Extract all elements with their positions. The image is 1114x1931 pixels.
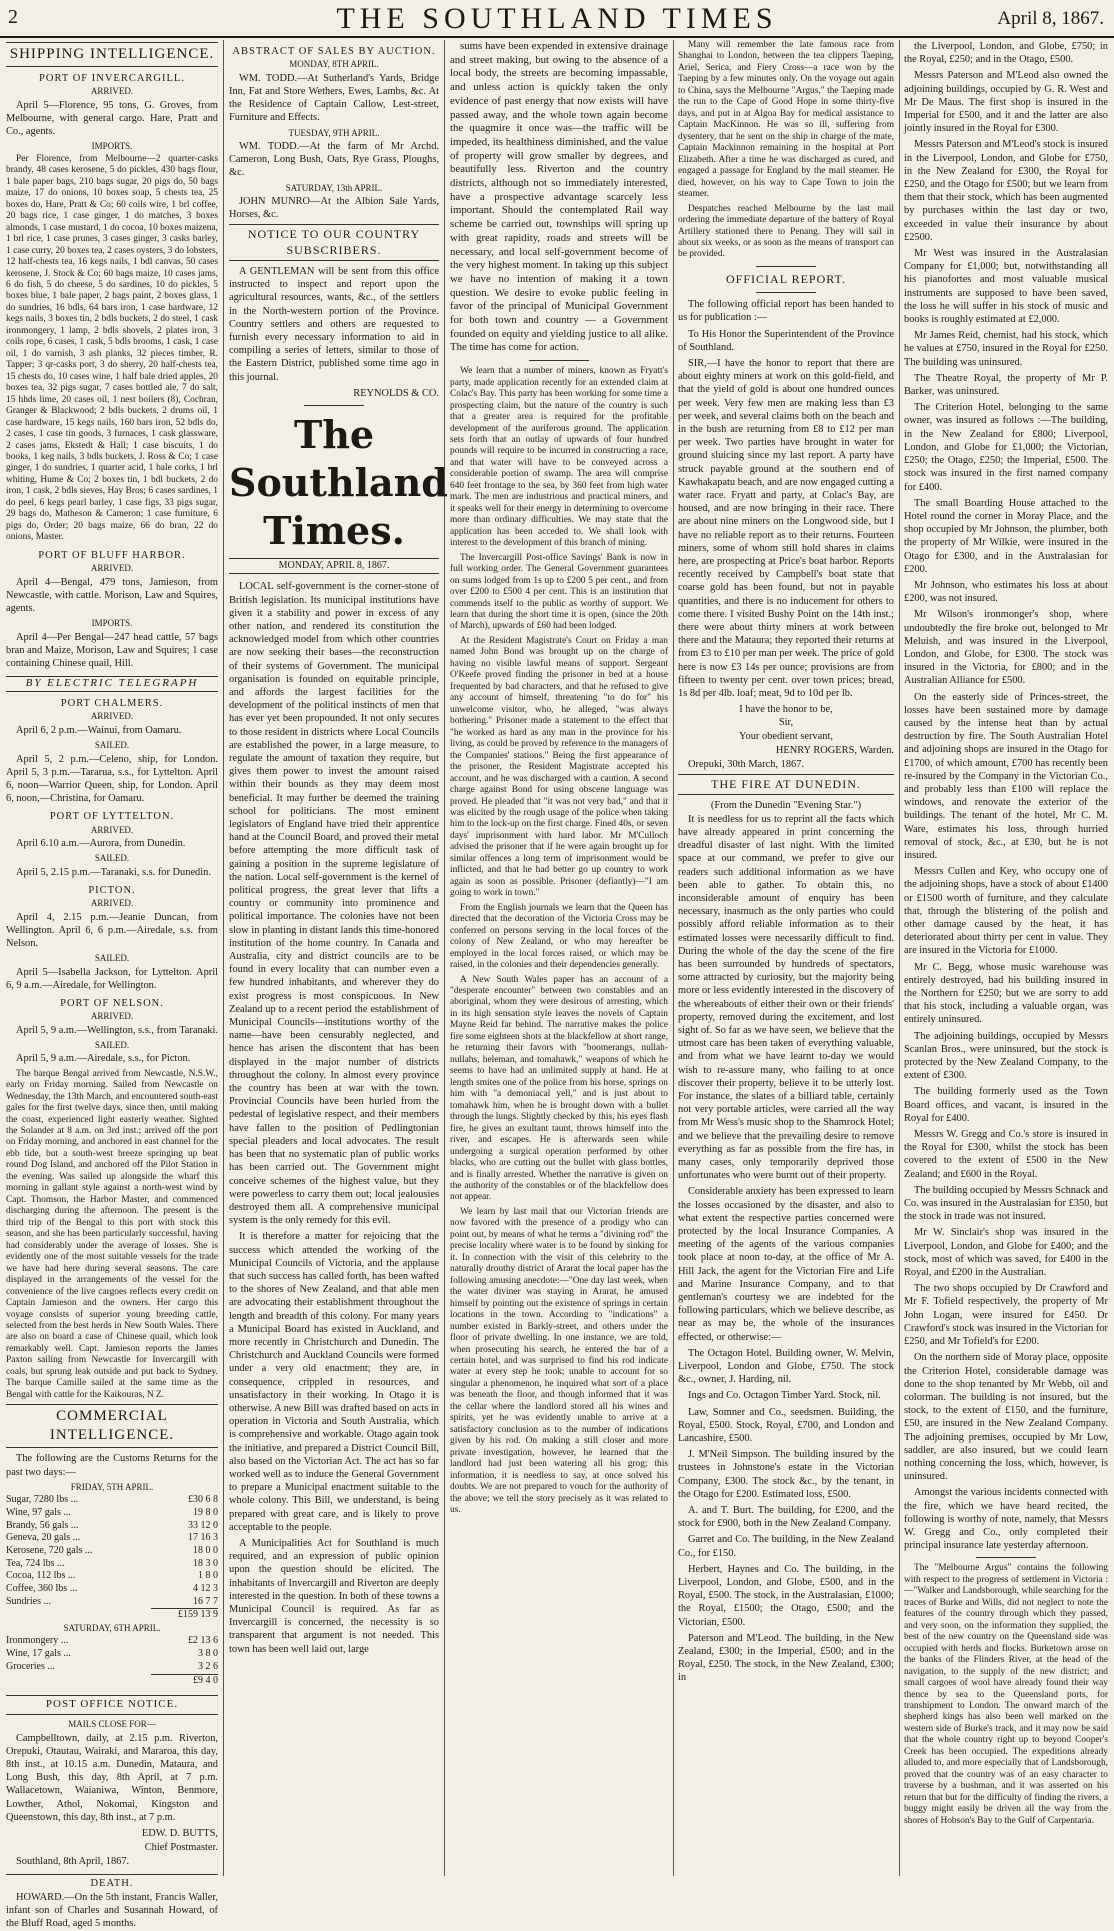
table-row	[6, 1648, 218, 1661]
fire-paragraph: The two shops occupied by Dr Crawford and Mr F. Tofield respectively, the property of Mr John Logan, were insured for £450. Dr Crawford's stock was insured in the Victorian for £250, and Mr Tofield's for £200.	[904, 1283, 1108, 1348]
news-item: At the Resident Magistrate's Court on Friday a man named John Bond was brought up on the charge of having no visible lawful means of support. Sergeant O'Keefe proved finding the prisoner in bed at a house frequented by bad characters, and that he refused to give any account of himself, threatening "to do for" his unwelcome visitor, who, he alleged, "was always bothering." Prisoner made a statement to the effect that "he worked as hard as any man in the province for his living, as could be proved by reference to the managers of the Companies' stations." Being the first appearance of the prisoner, the Resident Magistrate accepted his account, and he was discharged with a caution. A second charge against Bond for using obscene language was proved. He pleaded that "it was not very bad," and that it was elicited by the rough usage of the police when taking him to the lock-up on the first charge. Fined 40s, or seven days' imprisonment with hard labor. Mr M'Culloch advised the prisoner that if he were again brought up for similar offences a long term of imprisonment would be inflicted, and that he had better go up country to work again as soon as possible. Prisoner (defiantly)—"I am going to work in town."	[450, 635, 668, 899]
fire-paragraph: Herbert, Haynes and Co. The building, in the Liverpool, London, and Globe, £500, and in the Royal, £500. The stock, in the Australasian, £1000; the Royal, £1500; the Otago, £500; and the Victorian, £500.	[678, 1563, 894, 1628]
column-rule	[223, 40, 224, 1876]
editorial-paragraph: A Municipalities Act for Southland is much required, and an expression of public opinion upon the question should be elicited. The inhabitants of Invercargill and Riverton are deeply interested in the question. In both of these towns a Municipal Council is required. As far as Invercargill is concerned, the necessity is so transparent that argument is not needed. This town has been well laid out, large	[229, 1537, 439, 1655]
item-cell: Groceries ...	[6, 1661, 55, 1673]
shipping-heading: SHIPPING INTELLIGENCE.	[6, 42, 218, 67]
item-cell: Sugar, 7280 lbs ...	[6, 1494, 79, 1506]
official-signature: HENRY ROGERS, Warden.	[775, 744, 894, 756]
column-3	[450, 40, 668, 1876]
fire-heading: THE FIRE AT DUNEDIN.	[678, 774, 894, 795]
fire-paragraph: The small Boarding House attached to the Hotel round the corner in Moray Place, and the shop occupied by Mr Johnson, the plumber, both the property of Mr Wilkie, were insured in the Otago for £300, and in the Australasian for £200.	[904, 497, 1108, 575]
post-office-text: Campbelltown, daily, at 2.15 p.m. Riverton, Orepuki, Otautau, Wairaki, and Mararoa, this day, 8th inst., at 10.15 a.m. Dunedin, Mataura, and Long Bush, this day, 8th April, at 7 p.m. Wallacetown, Waianiwa, Winton, Benmore, Lowther, Athol, Nokomai, Kingston and Queenstown, this day, 8th inst., at 7 p.m.	[6, 1732, 218, 1823]
news-item: A New South Wales paper has an account of a "desperate encounter" between two constables and an aboriginal, whom they were desirous of arresting, which in its high sensation style leaves the novels of Captain Mayne Reid far behind. The narrative makes the police fire some eighteen shots at the blackfellow at short range, he returning their favors with "boomerangs, nullah-nullahs, heleman, and tomahawk," weapons of which he seems to have had an unlimited supply at hand. He at length smites one of the police from his horse, springs on him with "a demoniacal yell," and is just about to tomahawk him, when he is brought down with a bullet through the lungs. Slightly checked by this, his eyes flash fire, he gives an exultant taunt, throws himself into the river, and escapes. He is afterwards seen while undergoing a surgical operation performed by other blacks, who are cutting out the bullet with glass bottles, and is finally arrested. Whether the narrative is given on the authority of the constables or of the blackfellow does not appear.	[450, 974, 668, 1203]
port-chalmers-heading: PORT CHALMERS.	[60, 698, 164, 710]
arrived-label: ARRIVED.	[90, 1011, 134, 1022]
arrivals-text: April 6, 2 p.m.—Wainui, from Oamaru.	[16, 724, 182, 736]
auction-heading: ABSTRACT OF SALES BY AUCTION.	[232, 46, 436, 57]
imports-text: Per Florence, from Melbourne—2 quarter-casks brandy, 48 cases kerosene, 5 do pickles, 430 bags flour, 1 bale paper bags, 210 bags sugar, 20 pigs do, 50 bags maize, 17 do onions, 10 boxes soap, 5 chests tea, 25 boxes do, Hare, Pratt & Co; 60 coils wire, 1 brl coffee, 20 bags rice, 1 case ginger, 1 do matches, 3 boxes almonds, 1 case mustard, 1 do cocoa, 10 boxes maizena, 1 brl rice, 1 case prunes, 3 cases ginger, 3 casks barley, 1 case curry, 20 boxes tea, 2 cases oysters, 3 do lobsters, 12 half-chests tea, 16 kegs nails, 1 bdl canvas, 50 cases kerosene, J. Stock & Co; 60 bags maize, 10 cases jams, 6 do fish, 5 do cheese, 5 do sardines, 10 do pickles, 5 boxes blue, 1 bale paper, 2 bags paint, 2 boxes glass, 1 do sundries, 16 bdls, 64 bars iron, 1 case hardware, 12 kegs nails, 3 boxes tin, 2 bdls buckets, 2 do steel, 1 cask ironmongery, 1 lamp, 2 bdls shovels, 2 plates iron, 3 coils rope, 6 cases, 1 cask, 5 bdls brooms, 1 cask, 1 case oil, 1 do varnish, 3 ash planks, 32 pieces timber, R. Tapper; 3 qr-casks port, 3 do sherry, 20 half-chests tea, 15 chests do, 10 cases wine, 1 half bale dried apples, 20 boxes tea, 32 pigs sugar, 7 cases bottled ale, 7 do salt, 15 hhds lime, 20 cases oil, 1 nest boilers (8), Cochran, Granger & Blackwood; 2 bdls buckets, 2 drums oil, 1 case hardware, 15 kegs nails, 160 bars iron, 52 bdls do, 2 cases, 1 case tin goods, 3 furnaces, 1 cask glassware, 2 cases jams, Ekstedt & Hall; 1 case biscuits, 1 do books, 1 keg nails, 3 bdls buckets, J. Ross & Co; 1 case ginger, 1 do sundries, 1 quarter acid, 1 bale corks, 1 brl whiting, Hume & Co; 2 boxes tin, 1 bdl buckets, 2 do iron, 1 cask, 2 bdls sieves, Hay Bros; 6 cases sardines, 1 do peel, 6 kegs pearl barley, 1 case figs, 33 pigs sugar, 29 bags do, Matheson & Cameron; 1 case furniture, 6 pigs do, Order; 20 bags maize, 66 do bran, 22 do onions, Master.	[6, 153, 218, 543]
port-invercargill-heading: PORT OF INVERCARGILL.	[39, 73, 185, 85]
fire-paragraph: The building formerly used as the Town Board offices, and vacant, is insured in the Royal for £400.	[904, 1086, 1108, 1124]
table-row	[6, 1545, 218, 1558]
column-4	[678, 40, 894, 1876]
fire-paragraph: J. M'Neil Simpson. The building insured by the trustees in Johnstone's estate in the Victorian Company, £300. The stock &c., by the tenant, in the Otago for £200. Estimated loss, £500.	[678, 1449, 894, 1500]
sailed-label: SAILED.	[94, 740, 130, 751]
amount-cell: 18 3 0	[193, 1557, 218, 1569]
table-row	[6, 1635, 218, 1648]
divider	[529, 360, 589, 361]
fire-paragraph: Messrs Paterson and M'Leod also owned the adjoining buildings, occupied by G. R. West and Mr De Maus. The first shop is insured in the Imperial for £500, and it and the latter are also jointly insured in the Royal for £300.	[904, 70, 1108, 135]
news-item: Many will remember the late famous race from Shanghai to London, between the tea clippers Taeping, Ariel, Serica, and Fiery Cross—a race won by the Taeping by a few minutes only. On the voyage out again to China, says the Melbourne "Argus," the Taeping made the run to the Cape of Good Hope in some thirty-five days, and put in at Algoa Bay for medical assistance to Captain MacKinnon. He was so ill, suffering from dysentery, that he sent on the ship in charge of the mate, Captain Mackinnon remaining in the hospital at Port Elizabeth. After a time he was discharged as cured, and engaged a passage for England by the mail steamer. He died, however, on his way to Cape Town to join the steamer.	[678, 40, 894, 200]
fire-paragraph: It is needless for us to reprint all the facts which have already appeared in print concerning the dreadful disaster of last night. With the limited space at our command, we prefer to give our readers such additional information as we have been able to gather. To obtain this, no inconsiderable amount of enquiry has been necessary, inasmuch as the only parties who could possibly afford reliable information as to their estimated losses were necessarily difficult to find. During the whole of the day the scene of the fire has been surrounded by hundreds of spectators, some attracted by curiosity, but the majority being more or less evidently interested in the discovery of the whereabouts of either their own or their friends' property, removed during the excitement, and lost sight of. So far as we have seen, we believe that the utmost care has been taken of everything valuable, and from what we have learnt to-day we would wish to re-assure many, who failing to at once discover their property, believe it to be utterly lost. For instance, the slates of a billiard table, certainly not very portable articles, were carried all the way from Mr Wess's music shop to the Shamrock Hotel; and we believe that the prevailing desire to remove everything as far as possible from the fire has, in many cases, only temporarily deprived those unfortunates who were burnt out of their property.	[678, 813, 894, 1182]
total-cell: £9 4 0	[151, 1674, 218, 1687]
telegraph-heading: BY ELECTRIC TELEGRAPH	[6, 676, 218, 692]
official-addressee: To His Honor the Superintendent of the Province of Southland.	[678, 328, 894, 353]
item-cell: Tea, 724 lbs ...	[6, 1557, 65, 1569]
post-office-date: Southland, 8th April, 1867.	[16, 1856, 130, 1868]
column-1	[6, 40, 218, 1930]
fire-paragraph: Messrs Cullen and Key, who occupy one of the adjoining shops, have a stock of about £1400 or £1500 worth of furniture, and they calculate that, through the blistering of the polish and other damage caused by the heat, it has deteriorated about thirty per cent in value. They are insured in the Victoria for £1000.	[904, 866, 1108, 957]
fire-paragraph: Mr James Reid, chemist, had his stock, which he values at £750, insured in the Royal for £250. The building was uninsured.	[904, 330, 1108, 368]
divider	[976, 1557, 1036, 1558]
column-rule	[899, 40, 900, 1876]
sailings-text: April 5, 2 p.m.—Celeno, ship, for London. April 5, 3 p.m.—Tararua, s.s., for Lyttelton. April 6, noon—Warrior Queen, ship, for London. April 6, noon,—Christina, for Oamaru.	[6, 753, 218, 805]
sailings-text: April 5, 9 a.m.—Airedale, s.s., for Picton.	[16, 1053, 191, 1065]
fire-paragraph: The Criterion Hotel, belonging to the same owner, was insured as follows :—The building, in the New Zealand for £800; Liverpool, London, and Globe for £1,000; the Victorian, £250; the Otago, £250; the Imperial, £500. The stock was insured in the first named company for £400.	[904, 402, 1108, 493]
editorial-continued: sums have been expended in extensive drainage and street making, but owing to the absence of a local body, the streets are becoming impassable, and unless action is quickly taken the only evidence of past energy that now exists will have passed away, and the whole town again become the quagmire it once was—the traffic will be impeded, its healthiness diminished, and the value of property will grow smaller by degrees, and beautifully less. Riverton and the country districts, although not so immediately interested, have a prospective advantage scarcely less important. Should the contemplated Rail way scheme be carried out, townships will spring up with great rapidity, roads and streets will be necessary, and local self-government become of the very highest moment. In taking up this subject we have no intention of making it a town question. We desire to evoke public feeling in favor of the principal of Municipal Government for both town and country — a Government founded on equity and yielding justice to all alike. The time has come for action.	[450, 40, 668, 354]
page-header	[0, 0, 1114, 38]
arrivals-text: April 6.10 a.m.—Aurora, from Dunedin.	[16, 838, 186, 850]
commercial-heading: COMMERCIAL INTELLIGENCE.	[6, 1404, 218, 1448]
fire-paragraph: The Theatre Royal, the property of Mr P. Barker, was uninsured.	[904, 372, 1108, 398]
total-row	[6, 1674, 218, 1687]
arrived-label: ARRIVED.	[90, 898, 134, 909]
postmaster-title: Chief Postmaster.	[144, 1842, 218, 1854]
news-item: Despatches reached Melbourne by the last mail ordering the immediate departure of the battery of Royal Artillery stationed there to Penang. They will sail in about six weeks, or as soon as the means of transport can be provided.	[678, 203, 894, 260]
fire-paragraph: Ings and Co. Octagon Timber Yard. Stock, nil.	[688, 1390, 881, 1402]
table-row	[6, 1507, 218, 1520]
item-cell: Brandy, 56 gals ...	[6, 1519, 79, 1531]
fire-paragraph: Mr West was insured in the Australasian Company for £1,000; but, notwithstanding all his pianofortes and most valuable musical instruments are supposed to have been saved, the loss he will suffer in his stock of music and books is roughly estimated at £2,000.	[904, 248, 1108, 326]
column-rule	[444, 40, 445, 1876]
table-row	[6, 1661, 218, 1674]
news-item: We learn that a number of miners, known as Fryatt's party, made application recently for an extended claim at Colac's Bay. This party has been working for some time a prospecting claim, but the nature of the country is such that a greater area is required for the profitable development of the auriferous ground. The application sets forth that an outlay of upwards of four hundred pounds will require to be incurred in constructing a race, and that water will have to be conveyed across a considerable portion of swamp. The area will comprise 640 feet frontage to the sea, by 360 feet from high water mark. The men are industrious and practical miners, and it speaks well for their energy in determining to overcome more than ordinary difficulties. We may state that the application has been acceded to. We shall look with interest to the development of this branch of mining.	[450, 366, 668, 549]
friday-customs-table	[6, 1494, 218, 1622]
news-item: From the English journals we learn that the Queen has directed that the decoration of the Victoria Cross may be conferred on persons serving in the local forces of the colony of New Zealand, or who may hereafter be employed in the local forces raised, or which may be raised, in the colonies and their dependencies generally.	[450, 902, 668, 971]
official-date: Orepuki, 30th March, 1867.	[688, 759, 805, 771]
amount-cell: 3 8 0	[198, 1648, 218, 1660]
imports-label: IMPORTS.	[91, 618, 133, 629]
fire-paragraph: A. and T. Burt. The building, for £200, and the stock for £900, both in the New Zealand Company.	[678, 1505, 894, 1530]
editorial-paragraph: LOCAL self-government is the corner-stone of British legislation. Its municipal institutions have given it a stability and power in excess of any other nation, and rendered its constitution the acknowledged model from which other countries are now seeking their bases—the reconstruction of their systems of Government. The municipal organisation is founded on equitable principle, and affords the largest facilities for the development of the political instincts of men that has ever yet been propounded. It not only secures to those resident in districts where Local Councils are established the power, in a large measure, to regulate the amount of taxation they require, but gives them power to invest the amount raised within their bounds as they may deem most beneficial. It may further be deemed the training school for politicians. The most eminent legislators of England have tried their apprentice hand at the Council Board, and proved their metal before attempting the more difficult task of gaining a position in the supreme legislature of the nation. Local self-government is the kernel of political progress, the great lever that lifts a country or community into prominence and political importance. The colonies have not been slow in planting in distant lands this time-honored institution of the home country. In Canada and Australia, city and district councils are to be found in every locality that can number even a few hundred inhabitants, and wherever they do exist progress is most conspicuous. In New Zealand up to a recent period the establishment of Municipal Councils—institutions worthy of the name—have been censurably neglected, and hence has arisen the discontent that has been displayed in the major number of districts throughout the colony. In almost every province the country has been at war with the town. Provincial Councils have been hurled from the pedestal of legislative respect, and their members have fallen to the position of Pedlingtonian special pleaders and local advocates. The result has been that no systematic plan of public works has been carried out. The Government might conceive schemes of the highest value, but they were powerless to carry them out; local jealousies destroyed them all. A comprehensive municipal system is the only remedy for this evil.	[229, 581, 439, 1227]
news-item: We learn by last mail that our Victorian friends are now favored with the presence of a prodigy who can point out, by means of what he terms a "divining rod" the precise locality where water is to be found by sinking for it. In connection with the visit of this celebrity to the naturally drouthy district of Ararat the local paper has the following amusing anecdote:—"One day last week, when the water diviner was staying in Ararat, he amused himself by pointing out the existence of springs in certain locations in the town. According to "indications" a number existed in Barkly-street, and others under the floor of private dwelling. In one instance, we are told, when prosecuting his search, he entered the bar of a certain hotel, and was surprised to find his rod indicate water at every step he took; unable to account for so singular a phenomenon, he inquired what sort of a place was beneath the floor, and though informed that it was the cellar where the landlord stored all his wines and spirits, yet he was evidently unable to arrive at a satisfactory conclusion as to the number of indications given by his rod. On making a still closer and more private investigation, however, he learned that the landlord had just been watering all his grog; this information, it is needless to say, at once solved his doubts. We are not prepared to vouch for the authority of the above; we tell the story precisely as it was related to us.	[450, 1206, 668, 1516]
column-rule	[673, 40, 674, 1876]
imports-label: IMPORTS.	[91, 141, 133, 152]
tuesday-sales: WM. TODD.—At the farm of Mr Archd. Cameron, Long Bush, Oats, Rye Grass, Ploughs, &c.	[229, 140, 439, 179]
death-notice: HOWARD.—On the 5th instant, Francis Waller, infant son of Charles and Susannah Howard, of the Bluff Road, aged 5 months.	[6, 1891, 218, 1930]
friday-label: FRIDAY, 5TH APRIL.	[70, 1481, 154, 1492]
fire-paragraph: On the easterly side of Princes-street, the losses have been sustained more by damage caused by the intense heat than by actual destruction by fire. The South Australian Hotel and adjoining shops are insured in the Otago for £1700, of which amount, £700 has recently been re-insured by the Company in the Victorian Co., and probably less than £100 will replace the windows, and renovate the exterior of the buildings. The tenant of the hotel, Mr C. M. Ware, estimates his loss, through hurried removal of stock, &c., at £30, but he is not insured.	[904, 691, 1108, 861]
fire-source: (From the Dunedin "Evening Star.")	[710, 800, 862, 812]
sailed-label: SAILED.	[94, 853, 130, 864]
arrivals-text: April 5—Florence, 95 tons, G. Groves, from Melbourne, with general cargo. Hare, Pratt and Co., agents.	[6, 99, 218, 138]
bengal-report: The barque Bengal arrived from Newcastle, N.S.W., early on Friday morning. Sailed from Newcastle on Wednesday, the 13th March, and encountered south-east gales for the first twelve days, since then, until making the coast, experienced light easterly weather. Sighted the Solander at 8 a.m. on 3rd inst.; arrived off the port on Friday morning, and anchored in east channel for the ebb tide, but a south-west breeze springing up beat round Dog Island, and anchored off the Pilot Station in the evening. Was sailed up alongside the wharf this morning in gallant style against a north-west wind by Capt. Thomson, the Harbor Master, and commenced discharging during the afternoon. The present is the third trip of the Bengal to this port with stock this season, and she has been particularly successful, having had considerably under the average of losses. She is evidently one of the most suitable vessels for the trade we have had here during several seasons. The care displayed in the arrangements of the vessel for the convenience of the live cargoes reflects every credit on Captain Jamieson and the owners. Her cargo this voyage consists of superior young breeding cattle, selected from the best herds in New South Wales. There are also on board a case of Chinese quail, which look remarkably well. Capt. Jamieson reports the James Paxton sailing from Newcastle for Invercargill with coals, but sprung leak outside and put back to Sydney. The barque Camille sailed at the same time as the Bengal with cattle for the Kaikouras, N Z.	[6, 1068, 218, 1400]
official-close: Sir,	[778, 717, 794, 729]
monday-sales: WM. TODD.—At Sutherland's Yards, Bridge Inn, Fat and Store Wethers, Ewes, Lambs, &c. At the Residence of Captain Callow, Lest-street, Furniture and Effects.	[229, 72, 439, 124]
amount-cell: 33 12 0	[188, 1519, 218, 1531]
arrived-label: ARRIVED.	[90, 86, 134, 97]
page-number: 2	[8, 6, 18, 28]
official-intro: The following official report has been handed to us for publication :—	[678, 299, 894, 324]
item-cell: Ironmongery ...	[6, 1635, 69, 1647]
divider	[756, 292, 816, 293]
table-row	[6, 1520, 218, 1533]
sailings-text: April 5, 2.15 p.m.—Taranaki, s.s. for Dunedin.	[16, 866, 211, 878]
column-5	[904, 40, 1108, 1876]
tuesday-label: TUESDAY, 9TH APRIL.	[288, 127, 380, 138]
notice-heading: NOTICE TO OUR COUNTRY SUBSCRIBERS.	[229, 224, 439, 260]
fire-paragraph: Law, Somner and Co., seedsmen. Building, the Royal, £500. Stock, Royal, £700, and London and Lancashire, £500.	[678, 1406, 894, 1445]
arrived-label: ARRIVED.	[90, 563, 134, 574]
amount-cell: £2 13 6	[188, 1635, 218, 1647]
official-close: I have the honor to be,	[739, 704, 833, 716]
amount-cell: 16 7 7	[193, 1595, 218, 1607]
arrived-label: ARRIVED.	[90, 711, 134, 722]
item-cell: Cocoa, 112 lbs ...	[6, 1570, 76, 1582]
port-picton-heading: PICTON.	[88, 884, 136, 896]
fire-paragraph: Messrs W. Gregg and Co.'s store is insured in the Royal for £300, whilst the stock has been covered to the extent of £500 in the New Zealand; and £600 in the Royal.	[904, 1129, 1108, 1180]
death-heading: DEATH.	[6, 1874, 218, 1890]
table-row	[6, 1583, 218, 1596]
editorial-paragraph: It is therefore a matter for rejoicing that the success which attended the working of the Municipal Councils of Victoria, and the applause that such success has called forth, has been wafted to the shores of New Zealand, and that able men are advocating their establishment throughout the length and breadth of this colony. For many years a Municipal Board has existed in Auckland, and more recently in Christchurch and Dunedin. The Christchurch and Auckland Councils were formed under a very old enactment; they are, in consequence, crippled in resources, and unsatisfactory in their working. In Otago it is otherwise. A new Bill was drafted based on acts in operation in Victoria and South Australia, which is comprehensive and workable. Otago again took the initiative, and prepared a District Council Bill, also based on the Victorian Act. The act has so far worked well as to induce the General Government to prepare a Municipal enactment suitable to the whole colony. This Bill, we understand, is being prepared with great care, and is likely to prove acceptable to the people.	[229, 1231, 439, 1533]
fire-paragraph: Mr Johnson, who estimates his loss at about £200, was not insured.	[904, 579, 1108, 605]
monday-label: MONDAY, 8TH APRIL.	[289, 59, 379, 70]
issue-date: April 8, 1867.	[997, 8, 1104, 29]
fire-paragraph: Messrs Paterson and M'Leod's stock is insured in the Liverpool, London, and Globe for £750, in the New Zealand for £300, the Royal for £250, and the Otago for £500; but we learn from them that their stock, which has been augmented by purchases within the last day or two, exceeded in value their insurance by about £2500.	[904, 139, 1108, 243]
fire-paragraph: The Octagon Hotel. Building owner, W. Melvin, Liverpool, London and Globe, £750. The stock &c., owner, J. Harding, nil.	[678, 1347, 894, 1386]
saturday-label: SATURDAY, 6TH APRIL.	[63, 1623, 161, 1634]
fire-paragraph: Paterson and M'Leod. The building, in the New Zealand, £300; in the Imperial, £500; and in the Royal, £250. The stock, in the New Zealand, £300; in	[678, 1632, 894, 1684]
sailed-label: SAILED.	[94, 953, 130, 964]
arrivals-text: April 4—Bengal, 479 tons, Jamieson, from Newcastle, with cattle. Morison, Law and Squires, agents.	[6, 576, 218, 614]
sailings-text: April 5—Isabella Jackson, for Lyttelton. April 6, 9 a.m.—Airedale, for Wellington.	[6, 966, 218, 991]
item-cell: Wine, 97 gals ...	[6, 1506, 71, 1518]
fire-paragraph: Garret and Co. The building, in the New Zealand Co., for £150.	[678, 1534, 894, 1559]
fire-paragraph: Mr Wilson's ironmonger's shop, where undoubtedly the fire broke out, belonged to Mr Meluish, and was insured in the Liverpool, London, and Globe, for £300. The stock was insured in the Victoria, for £800; and in the Australian Alliance for £500.	[904, 609, 1108, 687]
official-close: Your obedient servant,	[739, 730, 833, 742]
item-cell: Sundries ...	[6, 1595, 51, 1607]
amount-cell: 19 8 0	[193, 1506, 218, 1518]
table-row	[6, 1532, 218, 1545]
table-row	[6, 1596, 218, 1609]
port-bluff-heading: PORT OF BLUFF HARBOR.	[38, 549, 186, 561]
amount-cell: 17 16 3	[188, 1532, 218, 1544]
newspaper-title: THE SOUTHLAND TIMES	[336, 2, 778, 35]
total-row	[6, 1609, 218, 1622]
arrivals-text: April 4, 2.15 p.m.—Jeanie Duncan, from Wellington. April 6, 6 p.m.—Airedale, s.s. from Nelson.	[6, 911, 218, 950]
divider	[304, 405, 364, 406]
fire-paragraph: The adjoining buildings, occupied by Messrs Scanlan Bros., were uninsured, but the stock is protected by the New Zealand Company, to the extent of £300.	[904, 1030, 1108, 1082]
fire-paragraph: Mr W. Sinclair's shop was insured in the Liverpool, London, and Globe for £400; and the stock, most of which was saved, for £400 in the Royal, and £200 in the Australian.	[904, 1227, 1108, 1279]
amount-cell: 4 12 3	[193, 1582, 218, 1594]
fire-paragraph: On the northern side of Moray place, opposite the Criterion Hotel, considerable damage was done to the shop tenanted by Mr Webb, oil and colorman. The building is not insured, but the stock, to the extent of £150, and the furniture, £50, are insured in the New Zealand Company. The adjoining premises, occupied by Mr Low, saddler, are also insured, but we could learn nothing concerning the loss, which, however, is uninsured.	[904, 1352, 1108, 1483]
official-report-heading: OFFICIAL REPORT.	[726, 271, 846, 286]
item-cell: Coffee, 360 lbs ...	[6, 1582, 78, 1594]
customs-intro: The following are the Customs Returns for the past two days:—	[6, 1453, 218, 1478]
total-cell: £159 13 9	[151, 1609, 218, 1622]
item-cell: Wine, 17 gals ...	[6, 1648, 71, 1660]
amount-cell: 1 8 0	[198, 1570, 218, 1582]
amount-cell: 18 0 0	[193, 1544, 218, 1556]
amount-cell: 3 2 6	[198, 1660, 218, 1672]
saturday-label: SATURDAY, 13th APRIL.	[285, 182, 383, 193]
notice-signature: REYNOLDS & CO.	[353, 387, 439, 399]
port-nelson-heading: PORT OF NELSON.	[60, 998, 164, 1010]
saturday-sales: JOHN MUNRO—At the Albion Sale Yards, Horses, &c.	[229, 196, 439, 221]
imports-text: April 4—Per Bengal—247 head cattle, 57 bags bran and Maize, Morison, Law and Squires; 1 case containing Chinese quail, Hill.	[6, 631, 218, 669]
arrivals-text: April 5, 9 a.m.—Wellington, s.s., from Taranaki.	[16, 1024, 218, 1036]
item-cell: Kerosene, 720 gals ...	[6, 1544, 93, 1556]
arrived-label: ARRIVED.	[90, 824, 134, 835]
mails-close-label: MAILS CLOSE FOR—	[68, 1719, 156, 1730]
fire-paragraph: Amongst the various incidents connected with the fire, which we have heard recited, the following is worthy of note, namely, that Messrs W. Gregg and Co., only completed their principal insurance late yesterday afternoon.	[904, 1487, 1108, 1552]
column-2	[229, 40, 448, 1876]
fire-paragraph: Mr C. Begg, whose music warehouse was entirely destroyed, had his building insured in the Northern for £250; but we are sorry to add that his stock, including a valuable organ, was entirely uninsured.	[904, 961, 1108, 1026]
amount-cell: £30 6 8	[188, 1494, 218, 1506]
divider	[756, 266, 816, 267]
postmaster-name: EDW. D. BUTTS,	[141, 1828, 218, 1840]
table-row	[6, 1570, 218, 1583]
saturday-customs-table	[6, 1635, 218, 1687]
news-item: The "Melbourne Argus" contains the following with respect to the progress of settlement in Victoria :—"Walker and Landsborough, while searching for the traces of Burke and Wills, did not neglect to note the features of the country through which they passed, and very soon, on the information they supplied, the best of the new country on the Queensland side was occupied with herds and flocks. Burketown arose on the banks of the Flinders River, at the head of the navigation, to the supply of the new district; and small cargoes of wool have already found their way thence by sea to the Queensland ports, for transhipment to London. The onward march of the shepherd kings has also been well marked on the western side of Burke's track, and it may now be said that the whole country right up to beyond Cooper's Creek has been occupied. The expeditions already alluded to, and more especially that of Landsborough, proved that the country was of an easy character to traverse by a bushman, and it was asserted on his return that but for the difficulty of finding the rivers, a buggy might easily be driven all the way from the shores of Hobson's Bay to the Gulf of Carpentaria.	[904, 1563, 1108, 1826]
editorial-dateline: MONDAY, APRIL 8, 1867.	[229, 558, 439, 575]
fire-paragraph: Considerable anxiety has been expressed to learn the losses occasioned by the disaster, and also to what extent the respective parties concerned were protected by the local Insurance Companies. A meeting of the agents of the various companies took place at noon to-day, at the office of Mr A. Hill Jack, the agent for the Victorian Fire and Life and Marine Insurance Company, and to that gentleman's courtesy we are indebted for the following particulars, which we believe describe, as near as may be, the whole of the insurances effected, or otherwise:—	[678, 1186, 894, 1343]
table-row	[6, 1558, 218, 1571]
official-body: SIR,—I have the honor to report that there are about eighty miners at work on this gold-field, and that the yield of gold is about one hundred ounces per week. Very few men are making less than £3 per week, and several claims both on the beach and in the bush are returning from £8 to £12 per man per week. Two parties have brought in water for ground sluicing since my last report. A party have struck payable ground at the southern end of Kawhakapatu beach, and are now engaged cutting a water race. Fryatt and party, at Colac's Bay, are housed, and are now bringing in their race. There are about nine miners on the Longwood side, but I have no reliable report as to their returns. Fourteen miners, some of whom still hold shares in claims here, are prospecting at Price's boat harbor. Reports recently received by Campbell's boat state that coarse gold has been found, but not in payable quantities, and there is no inducement for others to come there. I visited Bushy Point on the 14th inst.; there were about thirty miners at work between there and the Mataura; they reported their returns at from £3 to £10 per man per week. The price of gold here is now £3 14s per ounce; provisions are from fifteen to twenty per cent. over town prices; bread, 1s 8d per 4lb. loaf; meat, 9d to 10d per lb.	[678, 357, 894, 700]
table-row	[6, 1494, 218, 1507]
fire-paragraph: The building occupied by Messrs Schnack and Co. was insured in the Australasian for £350, but the stock in trade was not insured.	[904, 1184, 1108, 1223]
post-office-heading: POST OFFICE NOTICE.	[6, 1695, 218, 1715]
fire-paragraph: the Liverpool, London, and Globe, £750; in the Royal, £250; and in the Otago, £500.	[904, 41, 1108, 66]
item-cell: Geneva, 20 gals ...	[6, 1532, 81, 1544]
notice-text: A GENTLEMAN will be sent from this office instructed to inspect and report upon the agricultural resources, wants, &c., of the settlers in the North-western portion of the Province. Country settlers and others are requested to furnish every necessary information to aid in compiling a series of letters, similar to those of the Eastern District, published some time ago in this journal.	[229, 265, 439, 383]
news-item: The Invercargill Post-office Savings' Bank is now in full working order. The General Government guarantees on sums lodged from 1s up to £200 5 per cent., and from over £200 to £500 4 per cent. This is an institution that commends itself to the public as worthy of support. We learn that during the short time it is open, (since the 20th of March), upwards of £60 had been lodged.	[450, 552, 668, 632]
sailed-label: SAILED.	[94, 1040, 130, 1051]
editorial-masthead: The Southland Times.	[229, 411, 448, 554]
port-lyttelton-heading: PORT OF LYTTELTON.	[49, 811, 175, 823]
